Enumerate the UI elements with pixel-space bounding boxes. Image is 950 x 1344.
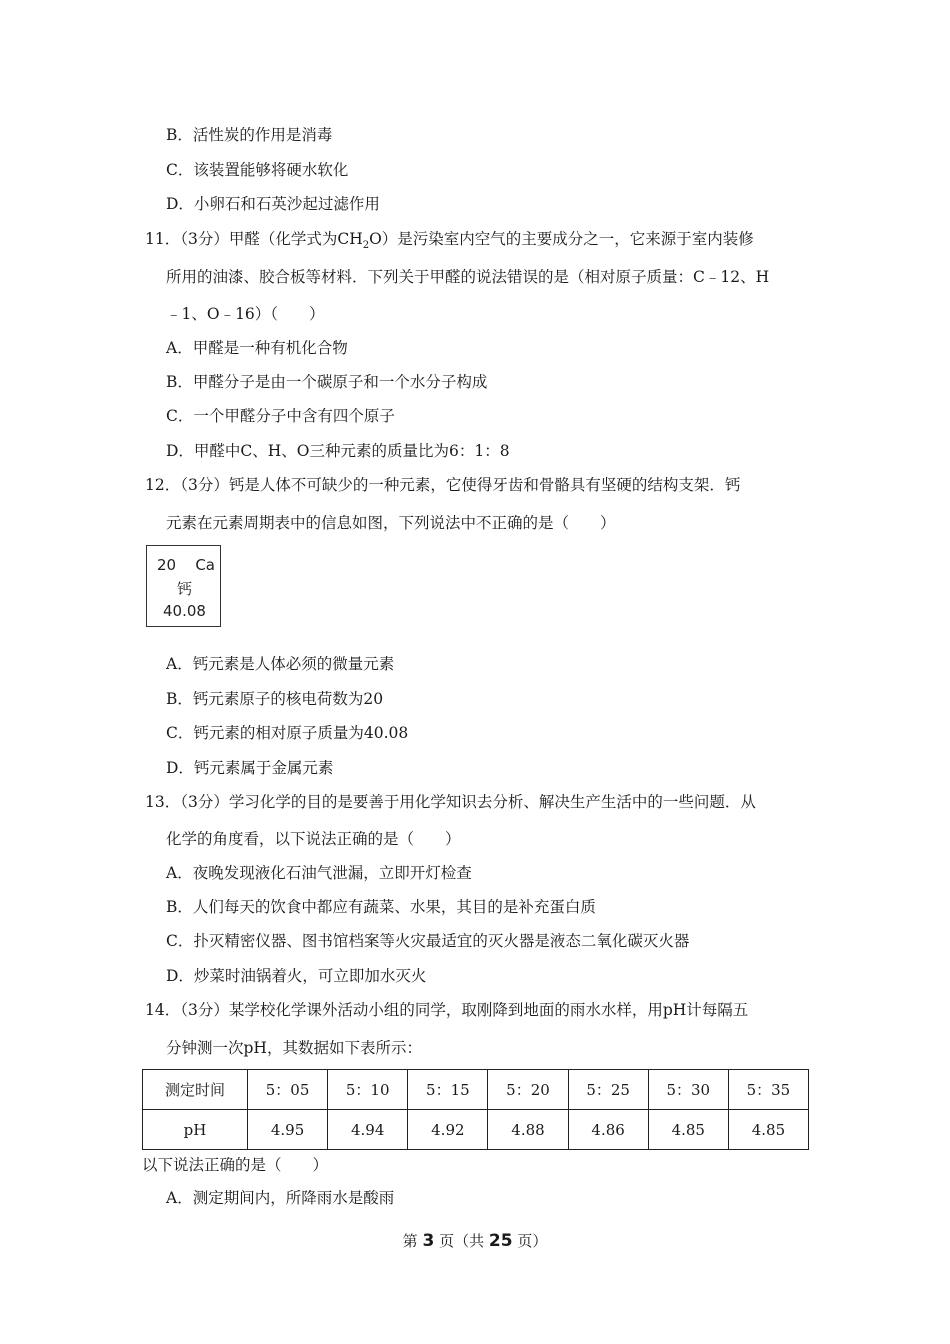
element-name: 钙	[176, 580, 192, 598]
table-row-ph	[143, 1110, 809, 1150]
q10-option-c: C．该装置能够将硬水软化	[166, 161, 349, 179]
q13-stem-line2: 化学的角度看，以下说法正确的是（ ）	[166, 830, 461, 848]
footer-total-pages: 25	[488, 1231, 513, 1251]
table-header-ph: pH	[143, 1110, 248, 1150]
q14-stem-line1: 14．（3分）某学校化学课外活动小组的同学，取刚降到地面的雨水水样，用pH计每隔五	[145, 1001, 749, 1019]
q11-stem-line3: ﹣1、O﹣16）（ ）	[166, 305, 325, 323]
q12-option-d: D．钙元素属于金属元素	[166, 759, 334, 777]
table-cell: 4.95	[248, 1110, 328, 1150]
q12-option-a: A．钙元素是人体必须的微量元素	[166, 655, 395, 673]
q13-option-b: B．人们每天的饮食中都应有蔬菜、水果，其目的是补充蛋白质	[166, 898, 596, 916]
page-footer	[0, 1230, 950, 1251]
footer-prefix: 第	[402, 1232, 418, 1250]
element-atomic-mass: 40.08	[163, 602, 206, 620]
q12-stem-line2: 元素在元素周期表中的信息如图，下列说法中不正确的是（ ）	[166, 514, 616, 532]
table-cell: 5：10	[328, 1070, 408, 1110]
table-cell: 5：25	[568, 1070, 648, 1110]
table-cell: 4.85	[728, 1110, 808, 1150]
q10-option-d: D．小卵石和石英沙起过滤作用	[166, 195, 380, 213]
q12-option-b: B．钙元素原子的核电荷数为20	[166, 690, 384, 708]
table-cell: 5：35	[728, 1070, 808, 1110]
q12-stem-line1: 12．（3分）钙是人体不可缺少的一种元素，它使得牙齿和骨骼具有坚硬的结构支架．钙	[145, 476, 741, 494]
q11-option-c: C．一个甲醛分子中含有四个原子	[166, 407, 395, 425]
table-cell: 5：05	[248, 1070, 328, 1110]
q11-option-b: B．甲醛分子是由一个碳原子和一个水分子构成	[166, 373, 488, 391]
table-cell: 4.94	[328, 1110, 408, 1150]
periodic-element-card	[146, 545, 221, 627]
element-symbol: Ca	[195, 556, 215, 574]
element-atomic-number: 20	[157, 556, 177, 574]
q14-question-text: 以下说法正确的是（ ）	[142, 1156, 329, 1174]
table-cell: 4.86	[568, 1110, 648, 1150]
q14-option-a: A．测定期间内，所降雨水是酸雨	[166, 1189, 395, 1207]
q11-option-d: D．甲醛中C、H、O三种元素的质量比为6：1：8	[166, 442, 510, 460]
q11-stem-line2: 所用的油漆、胶合板等材料．下列关于甲醛的说法错误的是（相对原子质量：C﹣12、H	[166, 268, 770, 286]
table-row-time	[143, 1070, 809, 1110]
table-header-time: 测定时间	[143, 1070, 248, 1110]
q12-option-c: C．钙元素的相对原子质量为40.08	[166, 724, 409, 742]
q13-option-a: A．夜晚发现液化石油气泄漏，立即开灯检查	[166, 864, 472, 882]
q11-stem-line1: 11．（3分）甲醛（化学式为$CH_2O$）是污染室内空气的主要成分之一，它来源于室内装修	[145, 230, 754, 252]
table-cell: 4.88	[488, 1110, 568, 1150]
table-cell: 5：20	[488, 1070, 568, 1110]
q13-option-d: D．炒菜时油锅着火，可立即加水灭火	[166, 967, 427, 985]
q13-option-c: C．扑灭精密仪器、图书馆档案等火灾最适宜的灭火器是液态二氧化碳灭火器	[166, 932, 690, 950]
table-cell: 5：30	[648, 1070, 728, 1110]
table-cell: 4.85	[648, 1110, 728, 1150]
table-cell: 5：15	[408, 1070, 488, 1110]
footer-suffix: 页）	[517, 1232, 548, 1250]
q13-stem-line1: 13．（3分）学习化学的目的是要善于用化学知识去分析、解决生产生活中的一些问题．从	[145, 793, 756, 811]
table-cell: 4.92	[408, 1110, 488, 1150]
footer-page-number: 3	[422, 1231, 435, 1251]
q14-stem-line2: 分钟测一次pH，其数据如下表所示：	[166, 1039, 422, 1057]
ph-data-table	[142, 1069, 809, 1150]
q11-option-a: A．甲醛是一种有机化合物	[166, 339, 348, 357]
footer-middle: 页（共	[439, 1232, 485, 1250]
q10-option-b: B．活性炭的作用是消毒	[166, 126, 333, 144]
